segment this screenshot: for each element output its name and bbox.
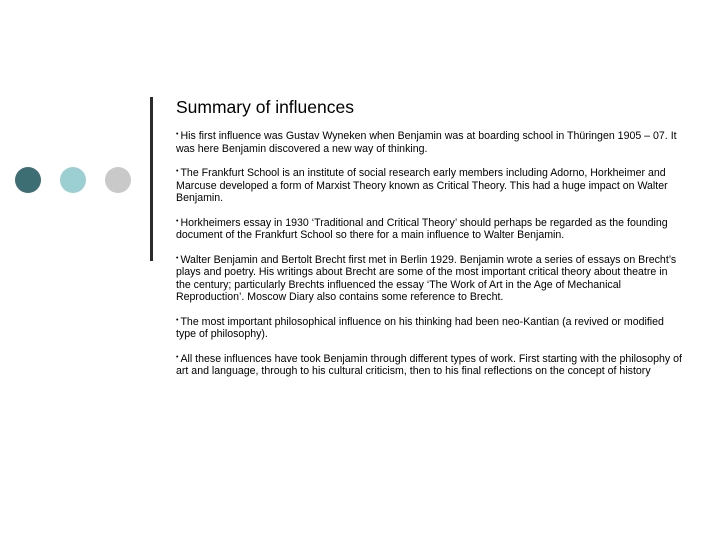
decor-dot-light-teal: [60, 167, 86, 193]
bullet-item: [176, 216, 682, 242]
bullet-list: [176, 129, 682, 378]
bullet-item: [176, 352, 682, 378]
bullet-marker: •: [176, 131, 179, 138]
bullet-text: His first influence was Gustav Wyneken when Benjamin was at boarding school in Thüringen 1905 – 07. It was here Benjamin discovered a new way of thinking.: [176, 130, 677, 155]
bullet-marker: •: [176, 316, 179, 324]
decor-dot-grey: [105, 167, 131, 193]
bullet-item: [176, 315, 682, 341]
bullet-marker: •: [176, 353, 179, 361]
bullet-item: [176, 166, 682, 205]
bullet-item: [176, 129, 682, 155]
bullet-text: Walter Benjamin and Bertolt Brecht first met in Berlin 1929. Benjamin wrote a series of essays on Brecht’s plays and poetry. His writings about Brecht are some of the most important critical theory about theatre in the century; particularly Brechts influenced the essay ‘The Work of Art in the Age of Mechanical Reproduction’. Moscow Diary also contains some reference to Brecht.: [176, 253, 677, 303]
title-accent-bar: [150, 97, 153, 261]
slide-content: [176, 96, 682, 389]
decor-dot-dark: [15, 167, 41, 193]
bullet-marker: •: [176, 168, 179, 175]
bullet-marker: •: [176, 254, 179, 262]
bullet-text: Horkheimers essay in 1930 ‘Traditional and Critical Theory’ should perhaps be regarded as the founding document of the Frankfurt School so there for a main influence to Walter Benjamin.: [176, 216, 668, 241]
slide-title: Summary of influences: [176, 97, 354, 117]
bullet-item: [176, 253, 682, 304]
bullet-marker: •: [176, 217, 179, 225]
bullet-text: The most important philosophical influence on his thinking had been neo-Kantian (a revived or modified type of philosophy).: [176, 315, 664, 340]
bullet-text: The Frankfurt School is an institute of social research early members including Adorno, Horkheimer and Marcuse developed a form of Marxist Theory known as Critical Theory. This had a huge impact on Walter Benjamin.: [176, 167, 668, 204]
bullet-text: All these influences have took Benjamin through different types of work. First starting with the philosophy of art and language, through to his cultural criticism, then to his final reflections on the concept of history: [176, 352, 682, 377]
